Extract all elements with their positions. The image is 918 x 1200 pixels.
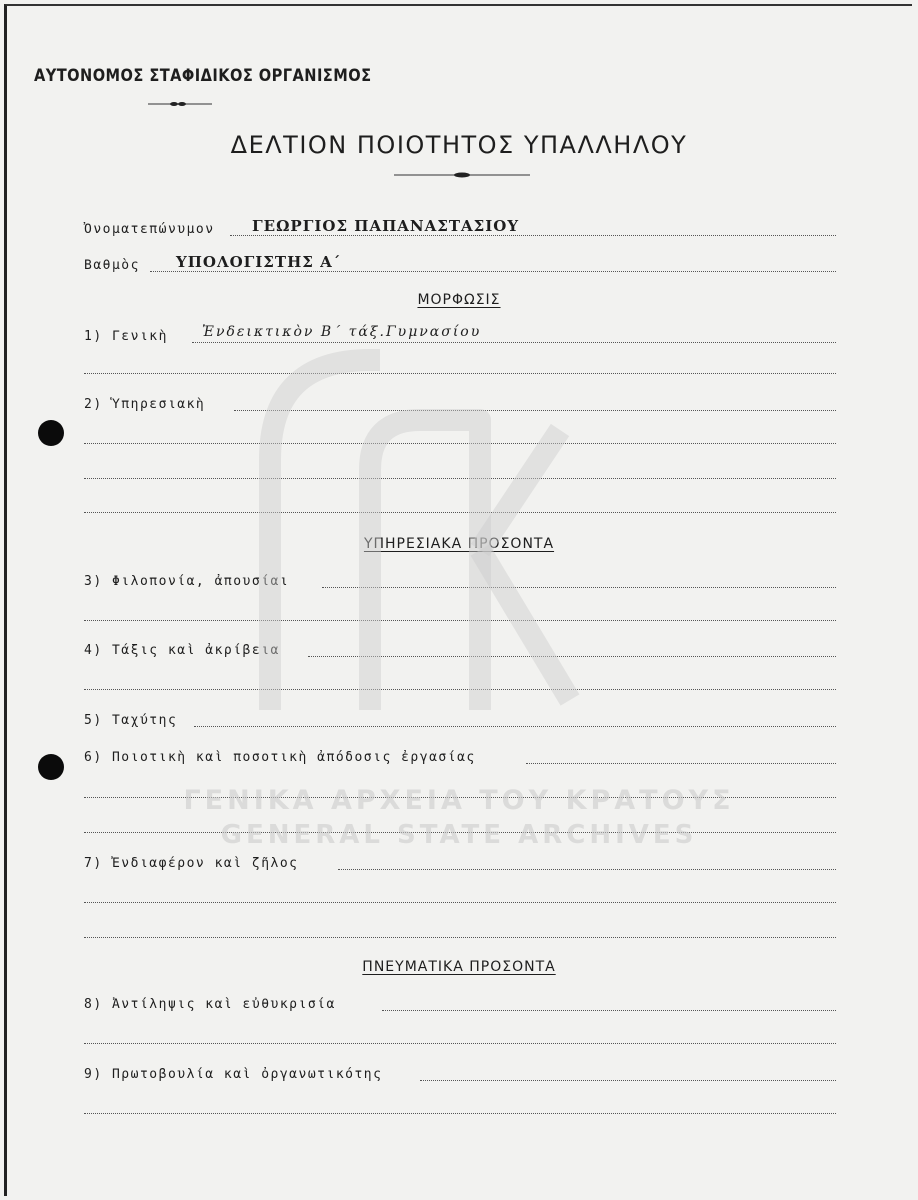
item-1-line-2 <box>84 373 836 374</box>
name-value: ΓΕΩΡΓΙΟΣ ΠΑΠΑΝΑΣΤΑΣΙΟΥ <box>252 217 520 235</box>
section-education: ΜΟΡΦΩΣΙΣ <box>417 292 501 308</box>
page-border <box>4 4 912 1196</box>
item-9-line-2 <box>84 1113 836 1114</box>
rank-line <box>150 271 836 272</box>
item-6-line <box>526 763 836 764</box>
item-7-line-3 <box>84 937 836 938</box>
title-ornament <box>394 170 530 180</box>
item-1-value: Ἐνδεικτικὸν Β΄ τάξ.Γυμνασίου <box>202 324 482 340</box>
organization-header: ΑΥΤΟΝΟΜΟΣ ΣΤΑΦΙΔΙΚΟΣ ΟΡΓΑΝΙΣΜΟΣ <box>34 66 372 86</box>
item-9-label: 9) Πρωτοβουλία καὶ ὀργανωτικότης <box>84 1067 383 1082</box>
rank-label: Βαθμὸς <box>84 258 140 273</box>
item-9-line <box>420 1080 836 1081</box>
item-2-line <box>234 410 836 411</box>
item-7-label: 7) Ἐνδιαφέρον καὶ ζῆλος <box>84 856 299 871</box>
item-8-line <box>382 1010 836 1011</box>
item-1-line <box>192 342 836 343</box>
item-4-line <box>308 656 836 657</box>
section-mental: ΠΝΕΥΜΑΤΙΚΑ ΠΡΟΣΟΝΤΑ <box>362 959 556 975</box>
watermark-greek: ΓΕΝΙΚΑ ΑΡΧΕΙΑ ΤΟΥ ΚΡΑΤΟΥΣ <box>183 785 735 816</box>
item-5-line <box>194 726 836 727</box>
punch-hole-top <box>38 420 64 446</box>
item-4-line-2 <box>84 689 836 690</box>
item-2-line-4 <box>84 512 836 513</box>
item-6-line-3 <box>84 832 836 833</box>
item-8-label: 8) Ἀντίληψις καὶ εὐθυκρισία <box>84 997 336 1012</box>
watermark-english: GENERAL STATE ARCHIVES <box>220 820 698 850</box>
name-line <box>230 235 836 236</box>
section-service: ΥΠΗΡΕΣΙΑΚΑ ΠΡΟΣΟΝΤΑ <box>363 536 555 552</box>
name-label: Ὀνοματεπώνυμον <box>84 222 215 237</box>
item-6-line-2 <box>84 797 836 798</box>
item-3-line <box>322 587 836 588</box>
header-ornament <box>148 100 212 108</box>
rank-value: ΥΠΟΛΟΓΙΣΤΗΣ Α΄ <box>176 253 342 271</box>
item-2-label: 2) Ὑπηρεσιακὴ <box>84 397 206 412</box>
document-title: ΔΕΛΤΙΟΝ ΠΟΙΟΤΗΤΟΣ ΥΠΑΛΛΗΛΟΥ <box>230 131 688 159</box>
item-3-label: 3) Φιλοπονία, ἀπουσίαι <box>84 574 290 589</box>
item-1-label: 1) Γενικὴ <box>84 329 168 344</box>
item-6-label: 6) Ποιοτικὴ καὶ ποσοτικὴ ἀπόδοσις ἐργασίας <box>84 750 476 765</box>
item-2-line-3 <box>84 478 836 479</box>
item-4-label: 4) Τάξις καὶ ἀκρίβεια <box>84 643 280 658</box>
item-5-label: 5) Ταχύτης <box>84 713 178 728</box>
punch-hole-bottom <box>38 754 64 780</box>
item-2-line-2 <box>84 443 836 444</box>
item-8-line-2 <box>84 1043 836 1044</box>
item-7-line-2 <box>84 902 836 903</box>
item-3-line-2 <box>84 620 836 621</box>
item-7-line <box>338 869 836 870</box>
